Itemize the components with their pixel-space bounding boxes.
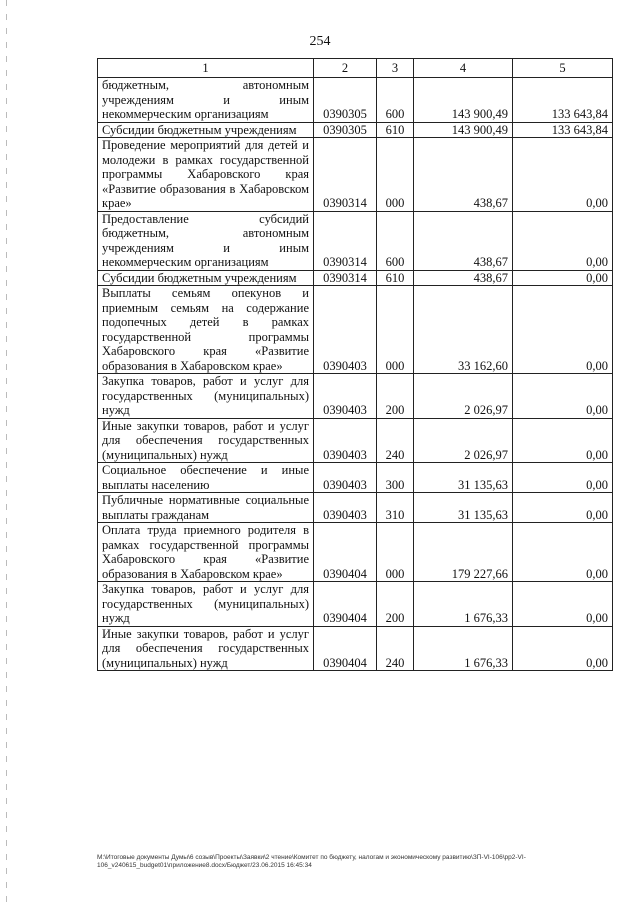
- row-code-cell: 0390403: [314, 374, 377, 419]
- row-type-cell: 610: [377, 122, 414, 138]
- row-value-2-cell: 133 643,84: [513, 78, 613, 123]
- row-code-cell: 0390314: [314, 270, 377, 286]
- row-value-2-cell: 0,00: [513, 463, 613, 493]
- row-type-cell: 600: [377, 78, 414, 123]
- row-name-cell: Выплаты семьям опекунов и приемным семьям на содержание подопечных детей в рамках государственной программы Хабаровского края «Развитие образования в Хабаровском крае»: [98, 286, 314, 374]
- row-value-1-cell: 31 135,63: [414, 463, 513, 493]
- row-value-1-cell: 2 026,97: [414, 374, 513, 419]
- table-row: [98, 374, 613, 419]
- row-value-2-cell: 0,00: [513, 270, 613, 286]
- row-code-cell: 0390404: [314, 582, 377, 627]
- row-value-2-cell: 0,00: [513, 211, 613, 270]
- table-header-row: [98, 59, 613, 78]
- row-value-1-cell: 1 676,33: [414, 582, 513, 627]
- table-row: [98, 582, 613, 627]
- row-value-1-cell: 143 900,49: [414, 122, 513, 138]
- row-code-cell: 0390403: [314, 286, 377, 374]
- row-type-cell: 200: [377, 374, 414, 419]
- row-type-cell: 240: [377, 626, 414, 671]
- row-type-cell: 240: [377, 418, 414, 463]
- row-value-2-cell: 0,00: [513, 582, 613, 627]
- row-type-cell: 200: [377, 582, 414, 627]
- row-name-cell: Предоставление субсидий бюджетным, автономным учреждениям и иным некоммерческим организациям: [98, 211, 314, 270]
- table-row: [98, 211, 613, 270]
- scan-edge: [6, 0, 7, 905]
- row-name-cell: Социальное обеспечение и иные выплаты населению: [98, 463, 314, 493]
- header-col-4: 4: [414, 59, 513, 78]
- row-name-cell: Публичные нормативные социальные выплаты гражданам: [98, 493, 314, 523]
- row-code-cell: 0390305: [314, 78, 377, 123]
- header-col-5: 5: [513, 59, 613, 78]
- row-code-cell: 0390403: [314, 418, 377, 463]
- table-row: [98, 626, 613, 671]
- table-body: [98, 78, 613, 671]
- row-value-1-cell: 438,67: [414, 138, 513, 212]
- page-number: 254: [309, 34, 331, 49]
- row-value-2-cell: 0,00: [513, 374, 613, 419]
- row-type-cell: 300: [377, 463, 414, 493]
- table-row: [98, 523, 613, 582]
- header-col-2: 2: [314, 59, 377, 78]
- row-name-cell: Иные закупки товаров, работ и услуг для обеспечения государственных (муниципальных) нужд: [98, 418, 314, 463]
- row-value-1-cell: 438,67: [414, 211, 513, 270]
- row-value-2-cell: 133 643,84: [513, 122, 613, 138]
- row-value-2-cell: 0,00: [513, 286, 613, 374]
- table-row: [98, 138, 613, 212]
- row-value-1-cell: 33 162,60: [414, 286, 513, 374]
- row-code-cell: 0390314: [314, 138, 377, 212]
- row-code-cell: 0390314: [314, 211, 377, 270]
- row-code-cell: 0390404: [314, 523, 377, 582]
- row-value-2-cell: 0,00: [513, 523, 613, 582]
- row-type-cell: 610: [377, 270, 414, 286]
- row-code-cell: 0390403: [314, 463, 377, 493]
- header-col-3: 3: [377, 59, 414, 78]
- row-value-2-cell: 0,00: [513, 493, 613, 523]
- row-value-1-cell: 31 135,63: [414, 493, 513, 523]
- row-name-cell: Оплата труда приемного родителя в рамках государственной программы Хабаровского края «Развитие образования в Хабаровском крае»: [98, 523, 314, 582]
- row-value-1-cell: 1 676,33: [414, 626, 513, 671]
- row-value-2-cell: 0,00: [513, 418, 613, 463]
- row-value-2-cell: 0,00: [513, 138, 613, 212]
- table-row: [98, 463, 613, 493]
- row-code-cell: 0390404: [314, 626, 377, 671]
- row-type-cell: 000: [377, 523, 414, 582]
- header-col-1: 1: [98, 59, 314, 78]
- table-row: [98, 493, 613, 523]
- table-row: [98, 418, 613, 463]
- row-name-cell: Проведение мероприятий для детей и молодежи в рамках государственной программы Хабаровского края «Развитие образования в Хабаровском крае»: [98, 138, 314, 212]
- row-value-1-cell: 143 900,49: [414, 78, 513, 123]
- table-row: [98, 270, 613, 286]
- row-type-cell: 000: [377, 286, 414, 374]
- table-row: [98, 286, 613, 374]
- row-type-cell: 600: [377, 211, 414, 270]
- row-type-cell: 310: [377, 493, 414, 523]
- row-value-1-cell: 2 026,97: [414, 418, 513, 463]
- row-name-cell: Закупка товаров, работ и услуг для государственных (муниципальных) нужд: [98, 374, 314, 419]
- row-name-cell: Субсидии бюджетным учреждениям: [98, 122, 314, 138]
- row-value-1-cell: 179 227,66: [414, 523, 513, 582]
- row-type-cell: 000: [377, 138, 414, 212]
- row-name-cell: бюджетным, автономным учреждениям и иным некоммерческим организациям: [98, 78, 314, 123]
- row-name-cell: Субсидии бюджетным учреждениям: [98, 270, 314, 286]
- table-row: [98, 122, 613, 138]
- table-row: [98, 78, 613, 123]
- file-path-footer: M:\Итоговые документы Думы\6 созыв\Проекты\Заявки\2 чтение\Комитет по бюджету, налогам и экономическому развитию\ЗП-VI-106\рр2-VI-106_v240615_budget01\приложение8.docx/Бюджет/23.06.2015 16:45:34: [97, 854, 526, 869]
- row-code-cell: 0390403: [314, 493, 377, 523]
- row-value-2-cell: 0,00: [513, 626, 613, 671]
- budget-table: [97, 58, 613, 671]
- row-name-cell: Закупка товаров, работ и услуг для государственных (муниципальных) нужд: [98, 582, 314, 627]
- row-name-cell: Иные закупки товаров, работ и услуг для обеспечения государственных (муниципальных) нужд: [98, 626, 314, 671]
- row-value-1-cell: 438,67: [414, 270, 513, 286]
- row-code-cell: 0390305: [314, 122, 377, 138]
